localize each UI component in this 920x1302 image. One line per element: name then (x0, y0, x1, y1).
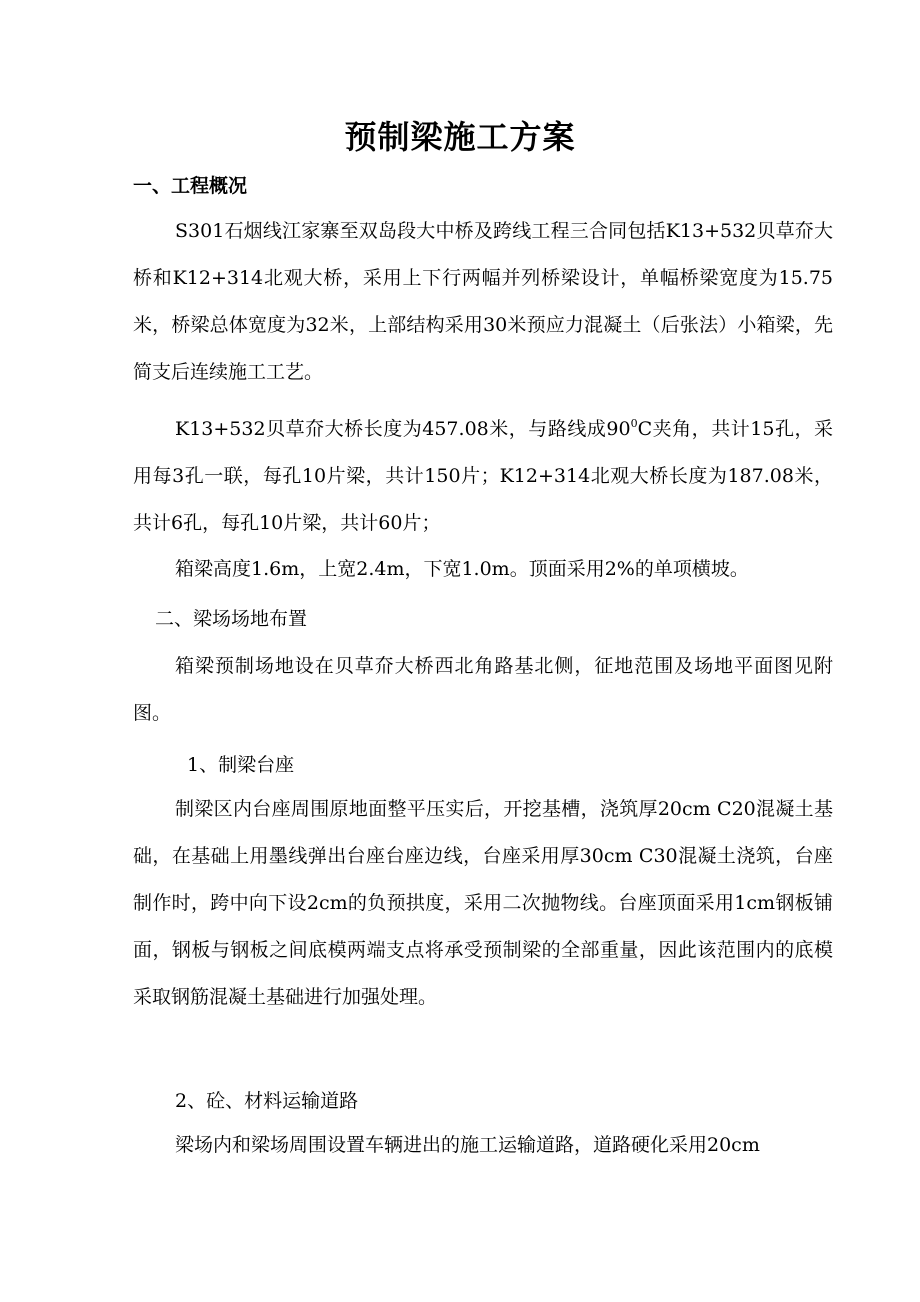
paragraph-2-text-b: C夹角，共计15孔，采用每3孔一联，每孔10片梁，共计150片；K12+314北观大桥长度为187.08米，共计6孔，每孔10片梁，共计60片； (133, 418, 833, 534)
document-title: 预制梁施工方案 (344, 118, 576, 156)
subsection-2-paragraph: 梁场内和梁场周围设置车辆进出的施工运输道路，道路硬化采用20cm (175, 1134, 760, 1156)
section-1-paragraph-3: 箱梁高度1.6m，上宽2.4m，下宽1.0m。顶面采用2%的单项横坡。 (175, 558, 749, 580)
section-1-paragraph-1: S301石烟线江家寨至双岛段大中桥及跨线工程三合同包括K13+532贝草夼大桥和K12+314北观大桥，采用上下行两幅并列桥梁设计，单幅桥梁宽度为15.75米，桥梁总体宽度为32米，上部结构采用30米预应力混凝土（后张法）小箱梁，先简支后连续施工工艺。 (133, 220, 833, 383)
section-1-paragraph-2 (133, 400, 833, 547)
section-1-heading: 一、工程概况 (133, 175, 248, 197)
section-2-heading: 二、梁场场地布置 (155, 608, 308, 630)
subsection-1-paragraph: 制梁区内台座周围原地面整平压实后，开挖基槽，浇筑厚20cm C20混凝土基础，在基础上用墨线弹出台座台座边线，台座采用厚30cm C30混凝土浇筑，台座制作时，跨中向下设2cm的负预拱度，采用二次抛物线。台座顶面采用1cm钢板铺面，钢板与钢板之间底模两端支点将承受预制梁的全部重量，因此该范围内的底模采取钢筋混凝土基础进行加强处理。 (133, 798, 833, 1008)
paragraph-2-text-a: K13+532贝草夼大桥长度为457.08米，与路线成90 (175, 418, 631, 440)
degree-superscript: 0 (630, 417, 638, 430)
subsection-2-heading: 2、砼、材料运输道路 (175, 1090, 359, 1112)
subsection-1-heading: 1、制梁台座 (187, 754, 295, 776)
section-2-paragraph-1: 箱梁预制场地设在贝草夼大桥西北角路基北侧，征地范围及场地平面图见附图。 (133, 655, 833, 724)
